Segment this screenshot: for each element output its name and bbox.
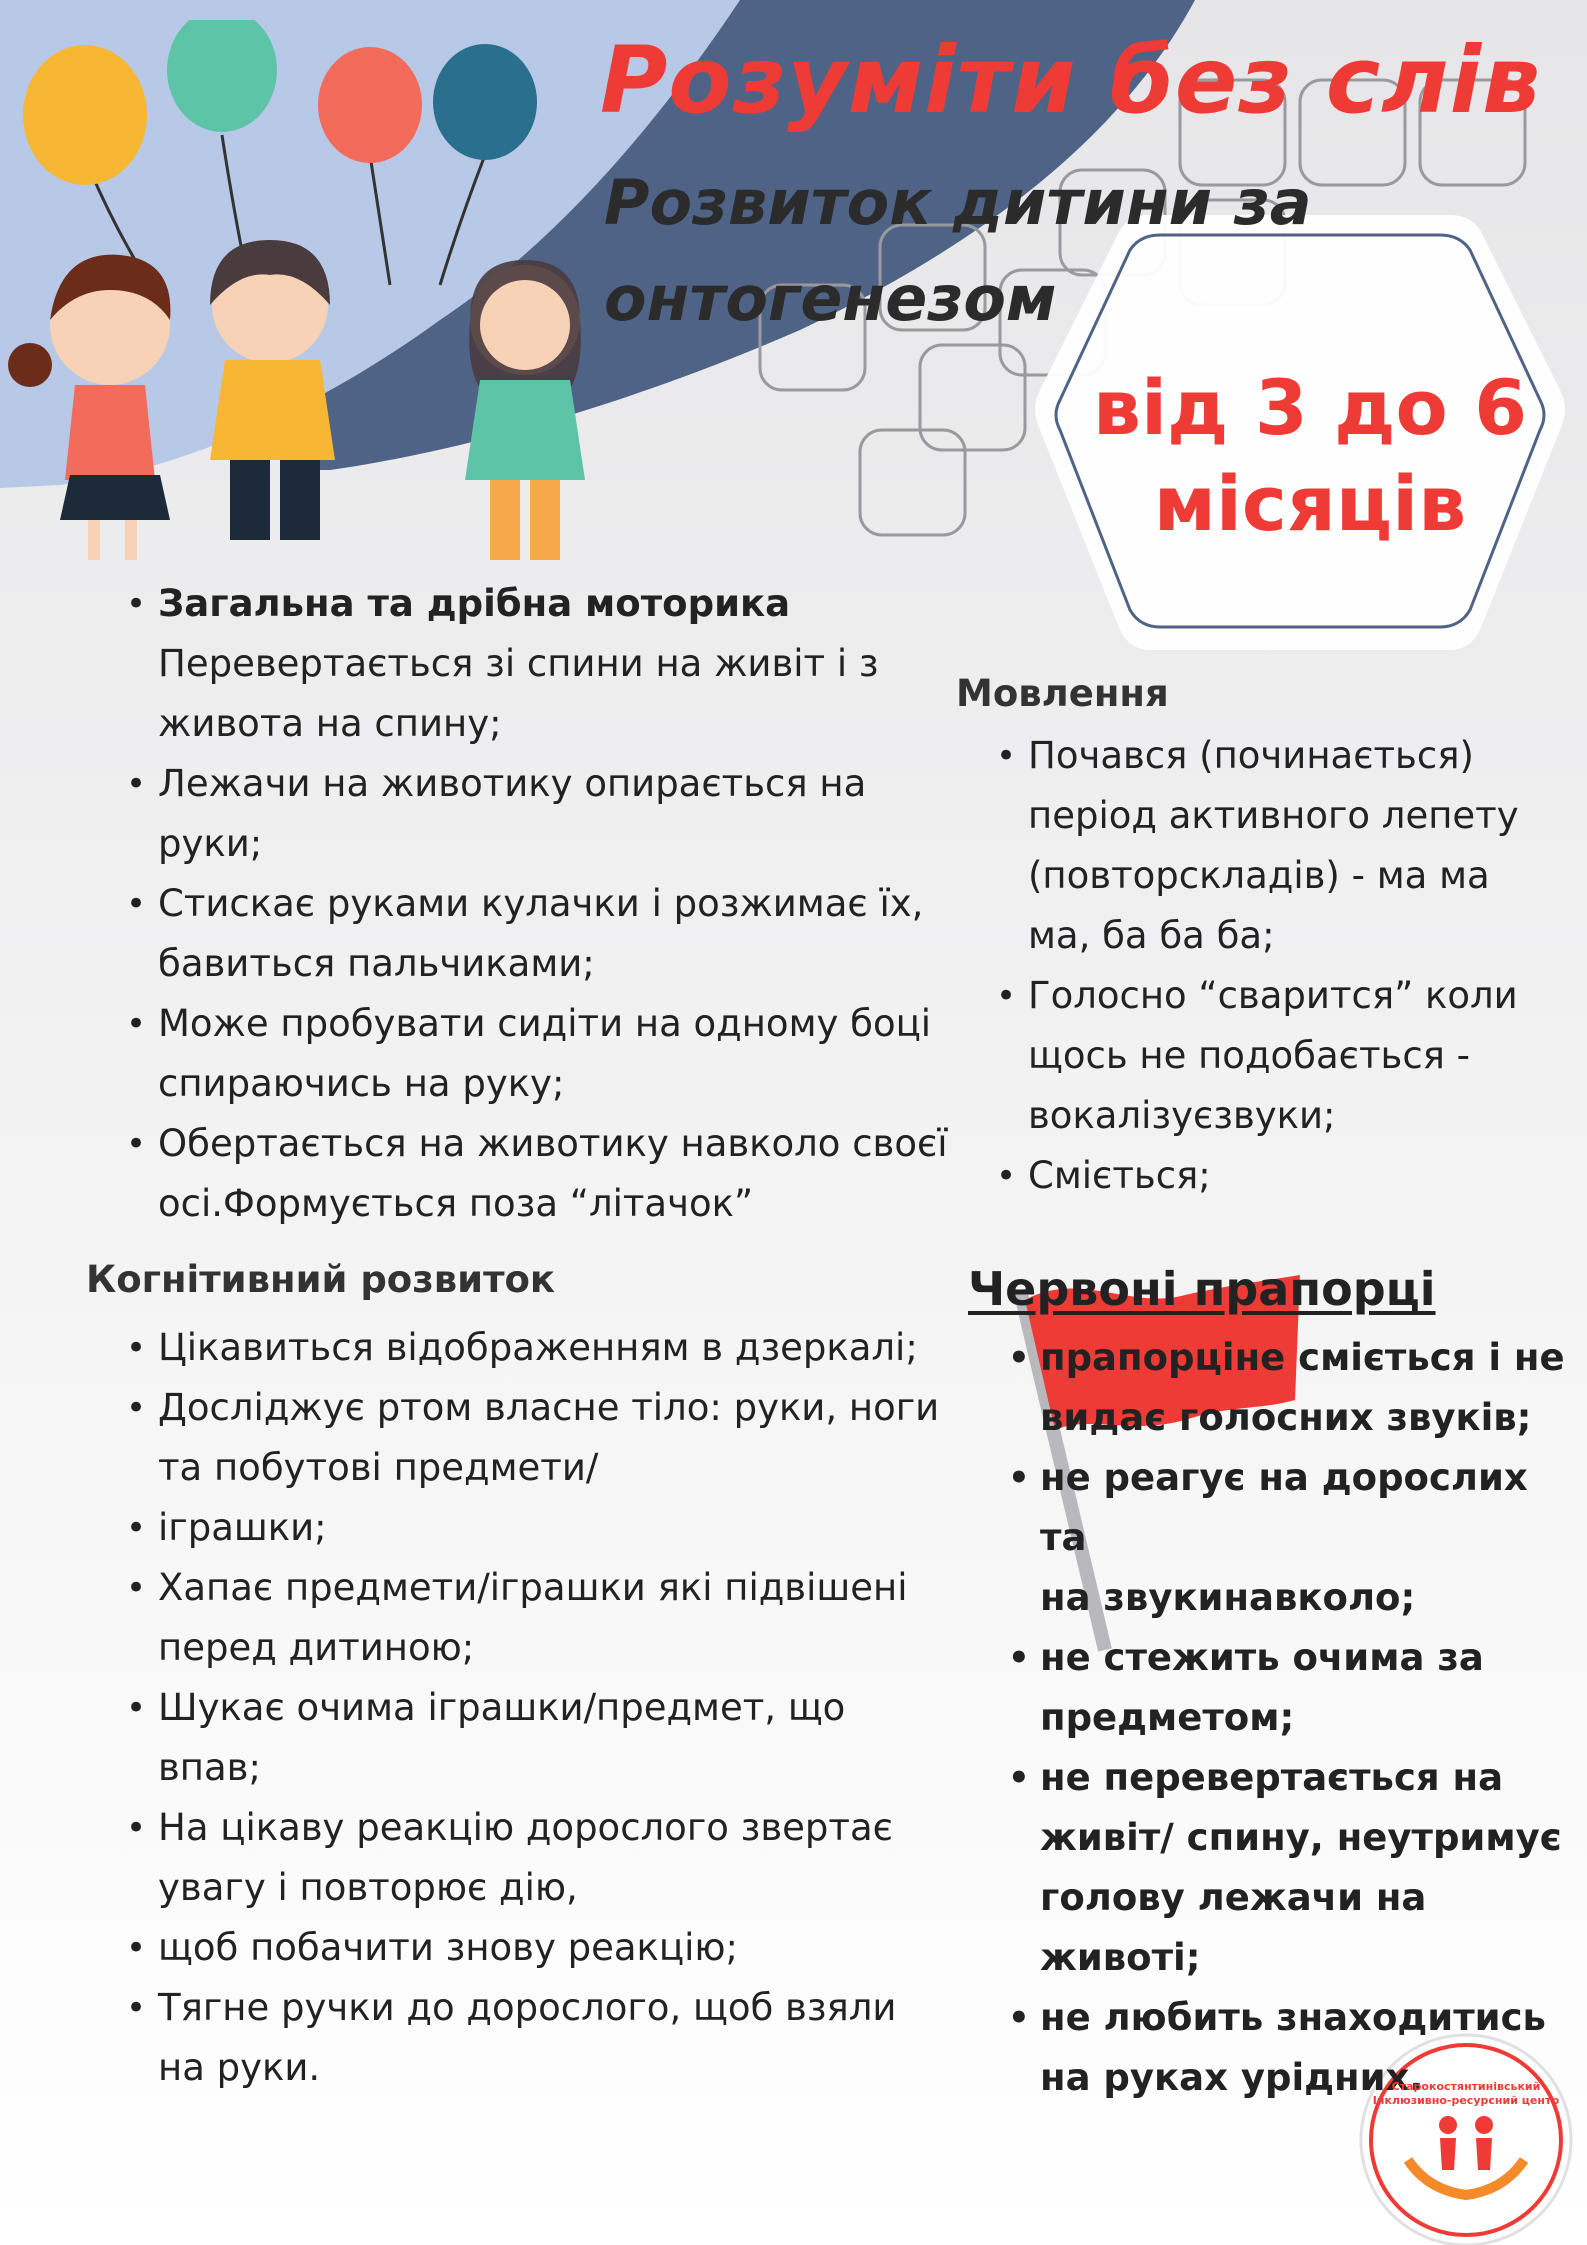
list-line: • не перевертається на [1040, 1756, 1504, 1799]
list-item [158, 1798, 1008, 1918]
cognitive-heading: Когнітивний розвиток [86, 1258, 556, 1301]
list-line: предметом; [1040, 1696, 1295, 1739]
list-line: • Шукає очима іграшки/предмет, що [158, 1686, 846, 1729]
list-item [1040, 1328, 1585, 1448]
girl-right [465, 260, 585, 560]
red-flags-list [1040, 1328, 1585, 2108]
list-line: • не любить знаходитись [1040, 1996, 1546, 2039]
list-item [1040, 1628, 1585, 1748]
list-line: осі.Формується поза “літачок” [158, 1182, 754, 1225]
list-item [158, 1318, 1008, 1378]
list-line: руки; [158, 822, 263, 865]
age-badge [1090, 360, 1530, 552]
list-line: • прапорціне сміється і не [1040, 1336, 1565, 1379]
list-item [158, 1558, 1008, 1678]
list-item [158, 1498, 1008, 1558]
list-line: бавиться пальчиками; [158, 942, 595, 985]
list-line: живота на спину; [158, 702, 502, 745]
list-item [158, 1978, 1008, 2098]
list-item [1040, 1448, 1585, 1628]
list-line: • Тягне ручки до дорослого, щоб взяли [158, 1986, 897, 2029]
list-item [158, 574, 1008, 754]
list-line: на звукинавколо; [1040, 1576, 1416, 1619]
speech-heading: Мовлення [956, 672, 1169, 715]
list-item [1028, 966, 1578, 1146]
list-line: вокалізуєзвуки; [1028, 1094, 1336, 1137]
list-line: • Обертається на животику навколо своєї [158, 1122, 948, 1165]
logo-text: Старокостянтинівський Інклюзивно-ресурсний центр [1372, 2080, 1560, 2107]
list-line: видає голосних звуків; [1040, 1396, 1532, 1439]
page-title: Розуміти без слів [600, 27, 1542, 134]
list-line: • Почався (починається) [1028, 734, 1474, 777]
list-line: ма, ба ба ба; [1028, 914, 1275, 957]
list-item [1028, 726, 1578, 966]
list-line: • не реагує на дорослих та [1040, 1456, 1528, 1559]
girl-left [8, 255, 170, 560]
list-line: • Лежачи на животику опирається на [158, 762, 867, 805]
list-line: спираючись на руку; [158, 1062, 565, 1105]
list-line: • Стискає руками кулачки і розжимає їх, [158, 882, 924, 925]
cognitive-list [158, 1318, 1008, 2098]
list-line: період активного лепету [1028, 794, 1519, 837]
red-flags-heading: Червоні прапорці [968, 1262, 1436, 1316]
balloon-yellow [23, 45, 147, 185]
list-line: • На цікаву реакцію дорослого звертає [158, 1806, 893, 1849]
age-line-2: місяців [1153, 459, 1467, 548]
list-line: та побутові предмети/ [158, 1446, 599, 1489]
list-item [1040, 1748, 1585, 1988]
list-line: живіт/ спину, неутримує [1040, 1816, 1562, 1859]
list-item [158, 874, 1008, 994]
balloons-kids-illustration [0, 20, 600, 580]
list-line: впав; [158, 1746, 261, 1789]
subtitle-line-2: онтогенезом [604, 262, 1057, 335]
subtitle-line-1: Розвиток дитини за [604, 166, 1312, 239]
list-item [158, 1918, 1008, 1978]
list-item [158, 994, 1008, 1114]
page-subtitle [604, 155, 1364, 347]
list-line: • Цікавиться відображенням в дзеркалі; [158, 1326, 918, 1369]
list-line: • Голосно “сварится” коли [1028, 974, 1518, 1017]
list-line: • Сміється; [1028, 1154, 1211, 1197]
list-item [1028, 1146, 1578, 1206]
list-line: • іграшки; [158, 1506, 327, 1549]
list-line: • Може пробувати сидіти на одному боці [158, 1002, 932, 1045]
list-line: • щоб побачити знову реакцію; [158, 1926, 738, 1969]
list-item [158, 1378, 1008, 1498]
list-line: голову лежачи на животі; [1040, 1876, 1427, 1979]
list-line: • не стежить очима за [1040, 1636, 1484, 1679]
list-line: перед дитиною; [158, 1626, 475, 1669]
list-line: щось не подобається - [1028, 1034, 1471, 1077]
balloon-teal [167, 20, 277, 132]
list-line: на руки. [158, 2046, 321, 2089]
balloon-coral [318, 47, 422, 163]
list-line: • Хапає предмети/іграшки які підвішені [158, 1566, 908, 1609]
list-line: (повторскладів) - ма ма [1028, 854, 1490, 897]
motor-list [158, 574, 1008, 1234]
speech-list [1028, 726, 1578, 1206]
motor-heading: • Загальна та дрібна моторика [158, 582, 791, 625]
list-item [158, 1114, 1008, 1234]
boy-center [210, 240, 335, 540]
balloon-blue [433, 44, 537, 160]
age-line-1: від 3 до 6 [1092, 363, 1528, 452]
list-item [158, 1678, 1008, 1798]
list-line: Перевертається зі спини на живіт і з [158, 642, 879, 685]
list-line: • Досліджує ртом власне тіло: руки, ноги [158, 1386, 940, 1429]
list-line: на руках урідних. [1040, 2056, 1424, 2099]
list-item [158, 754, 1008, 874]
list-line: увагу і повторює дію, [158, 1866, 578, 1909]
